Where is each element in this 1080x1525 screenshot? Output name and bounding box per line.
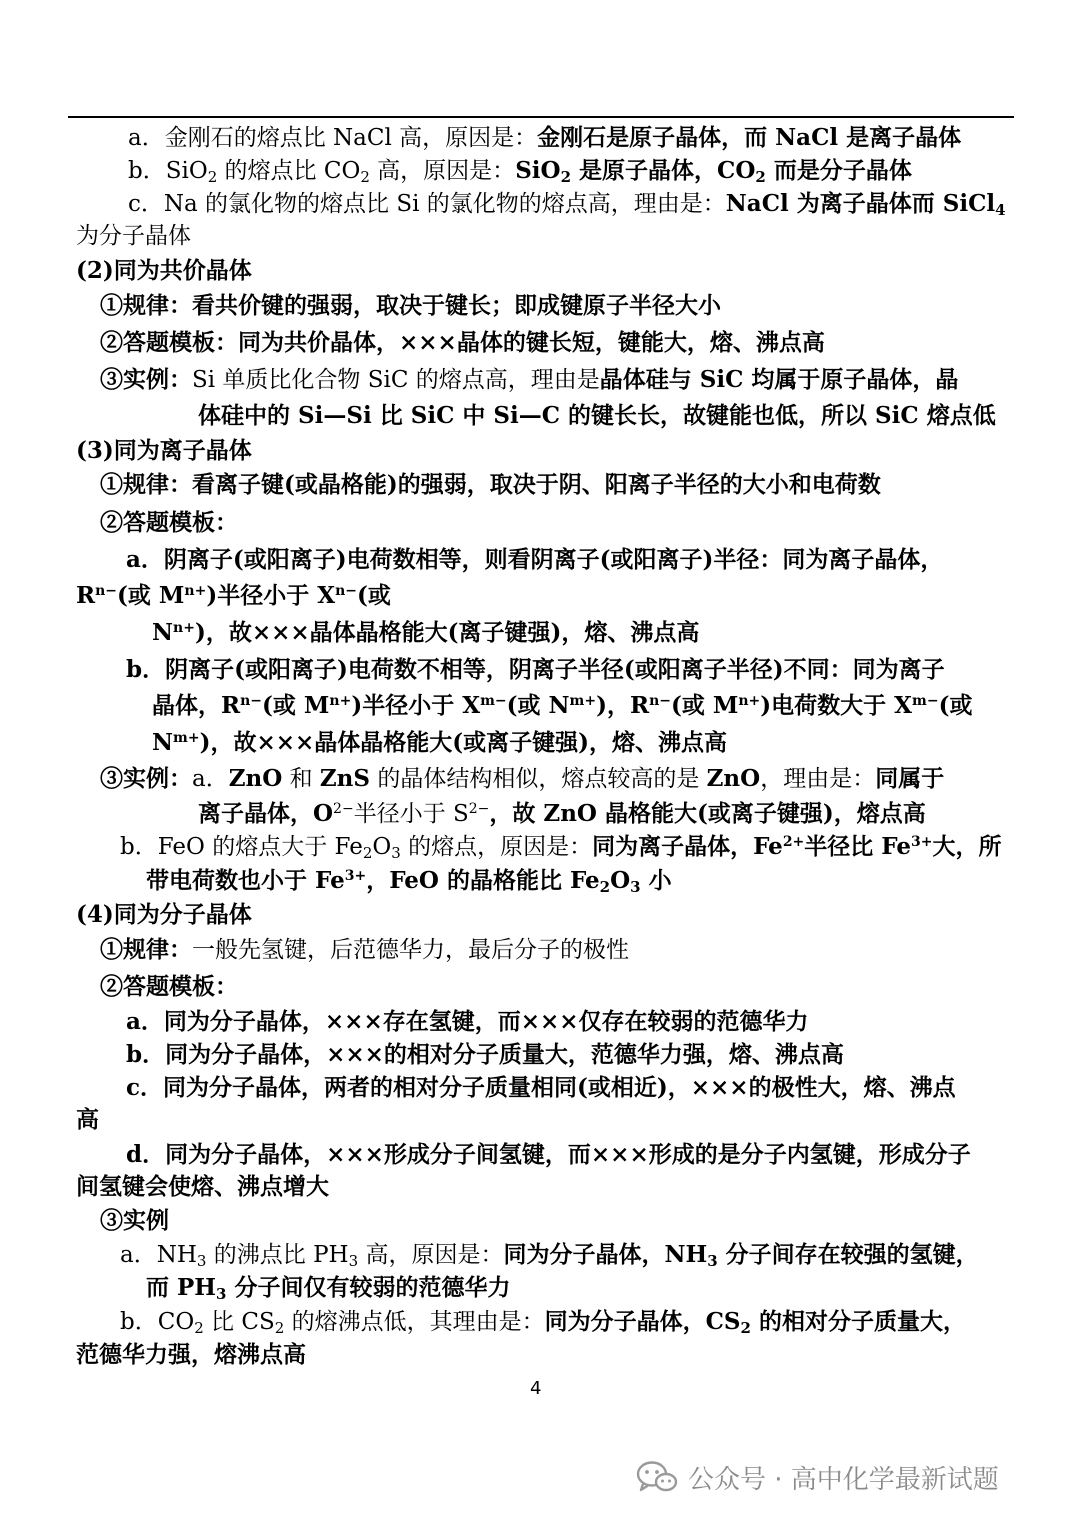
text-line: c．同为分子晶体，两者的相对分子质量相同(或相近)，×××的极性大，熔、沸点 bbox=[126, 1074, 956, 1101]
text-line: ②答题模板： bbox=[100, 509, 238, 536]
text-line: 而 $PH_3$ 分子间仅有较弱的范德华力 bbox=[146, 1274, 511, 1303]
text-line: 为分子晶体 bbox=[76, 223, 191, 249]
text-line: ③实例：a．ZnO 和 ZnS 的晶体结构相似，熔点较高的是 ZnO，理由是：同属于 bbox=[100, 765, 945, 792]
text-line: a．阴离子(或阳离子)电荷数相等，则看阴离子(或阳离子)半径：同为离子晶体， bbox=[126, 546, 944, 573]
text-line: 带电荷数也小于 $Fe^{3+}$，FeO 的晶格能比 $Fe_2O_3$ 小 bbox=[146, 867, 672, 896]
text-line: $N^{n+}$)，故×××晶体晶格能大(离子键强)，熔、沸点高 bbox=[152, 619, 700, 646]
watermark bbox=[636, 1457, 999, 1497]
text-line: c．Na 的氯化物的熔点比 Si 的氯化物的熔点高，理由是：NaCl 为离子晶体而 SiCl$_4$ bbox=[128, 190, 1006, 219]
text-line: 范德华力强，熔沸点高 bbox=[76, 1341, 306, 1368]
text-line: b．同为分子晶体，×××的相对分子质量大，范德华力强，熔、沸点高 bbox=[126, 1041, 844, 1068]
text-line: b．阴离子(或阳离子)电荷数不相等，阴离子半径(或阳离子半径)不同：同为离子 bbox=[126, 656, 945, 683]
watermark-text: 公众号 · 高中化学最新试题 bbox=[688, 1464, 999, 1495]
section-heading: (4)同为分子晶体 bbox=[76, 901, 252, 928]
wechat-icon bbox=[636, 1460, 678, 1494]
text-line: a．$NH_3$ 的沸点比 $PH_3$ 高，原因是：同为分子晶体，$NH_3$ 分子间存在较强的氢键， bbox=[120, 1241, 979, 1270]
text-line: 高 bbox=[76, 1106, 99, 1133]
text-line: 体硅中的 Si—Si 比 SiC 中 Si—C 的键长长，故键能也低，所以 SiC 熔点低 bbox=[198, 402, 996, 429]
text-line: a．金刚石的熔点比 NaCl 高，原因是：金刚石是原子晶体，而 NaCl 是离子晶体 bbox=[128, 124, 962, 151]
text-line: ①规律：一般先氢键，后范德华力，最后分子的极性 bbox=[100, 936, 629, 963]
text-line: ①规律：看共价键的强弱，取决于键长；即成键原子半径大小 bbox=[100, 292, 721, 319]
text-line: b．$CO_2$ 比 $CS_2$ 的熔沸点低，其理由是：同为分子晶体，$CS_2$ 的相对分子质量大， bbox=[120, 1308, 966, 1337]
text-line: 间氢键会使熔、沸点增大 bbox=[76, 1173, 329, 1200]
text-line: ③实例：Si 单质比化合物 SiC 的熔点高，理由是晶体硅与 SiC 均属于原子晶体，晶 bbox=[100, 366, 959, 393]
section-heading: (3)同为离子晶体 bbox=[76, 437, 252, 464]
text-line: $N^{m+}$)，故×××晶体晶格能大(或离子键强)，熔、沸点高 bbox=[152, 729, 728, 756]
text-line: d．同为分子晶体，×××形成分子间氢键，而×××形成的是分子内氢键，形成分子 bbox=[126, 1141, 971, 1168]
text-line: $R^{n-}$(或 $M^{n+}$)半径小于 $X^{n-}$(或 bbox=[76, 582, 391, 609]
text-line: a．同为分子晶体，×××存在氢键，而×××仅存在较弱的范德华力 bbox=[126, 1008, 809, 1035]
text-line: ③实例 bbox=[100, 1207, 169, 1234]
text-line: ②答题模板：同为共价晶体，×××晶体的键长短，键能大，熔、沸点高 bbox=[100, 329, 825, 356]
text-line: ②答题模板： bbox=[100, 973, 238, 1000]
header-rule bbox=[68, 116, 1014, 118]
text-line: ①规律：看离子键(或晶格能)的强弱，取决于阴、阳离子半径的大小和电荷数 bbox=[100, 471, 881, 498]
text-line: b．FeO 的熔点大于 $Fe_2O_3$ 的熔点，原因是：同为离子晶体，$Fe^{2+}$半径比 $Fe^{3+}$大，所 bbox=[120, 833, 1002, 862]
text-line: b．SiO$_2$ 的熔点比 $CO_2$ 高，原因是：SiO$_2$ 是原子晶体，$CO_2$ 而是分子晶体 bbox=[128, 157, 912, 186]
page-number: 4 bbox=[530, 1378, 542, 1399]
text-line: 晶体，$R^{n-}$(或 $M^{n+}$)半径小于 $X^{m-}$(或 $N^{m+}$)，$R^{n-}$(或 $M^{n+}$)电荷数大于 $X^{m-}$(或 bbox=[152, 692, 973, 719]
text-line: 离子晶体，$O^{2-}$半径小于 $S^{2-}$，故 ZnO 晶格能大(或离子键强)，熔点高 bbox=[198, 800, 926, 827]
section-heading: (2)同为共价晶体 bbox=[76, 257, 252, 284]
